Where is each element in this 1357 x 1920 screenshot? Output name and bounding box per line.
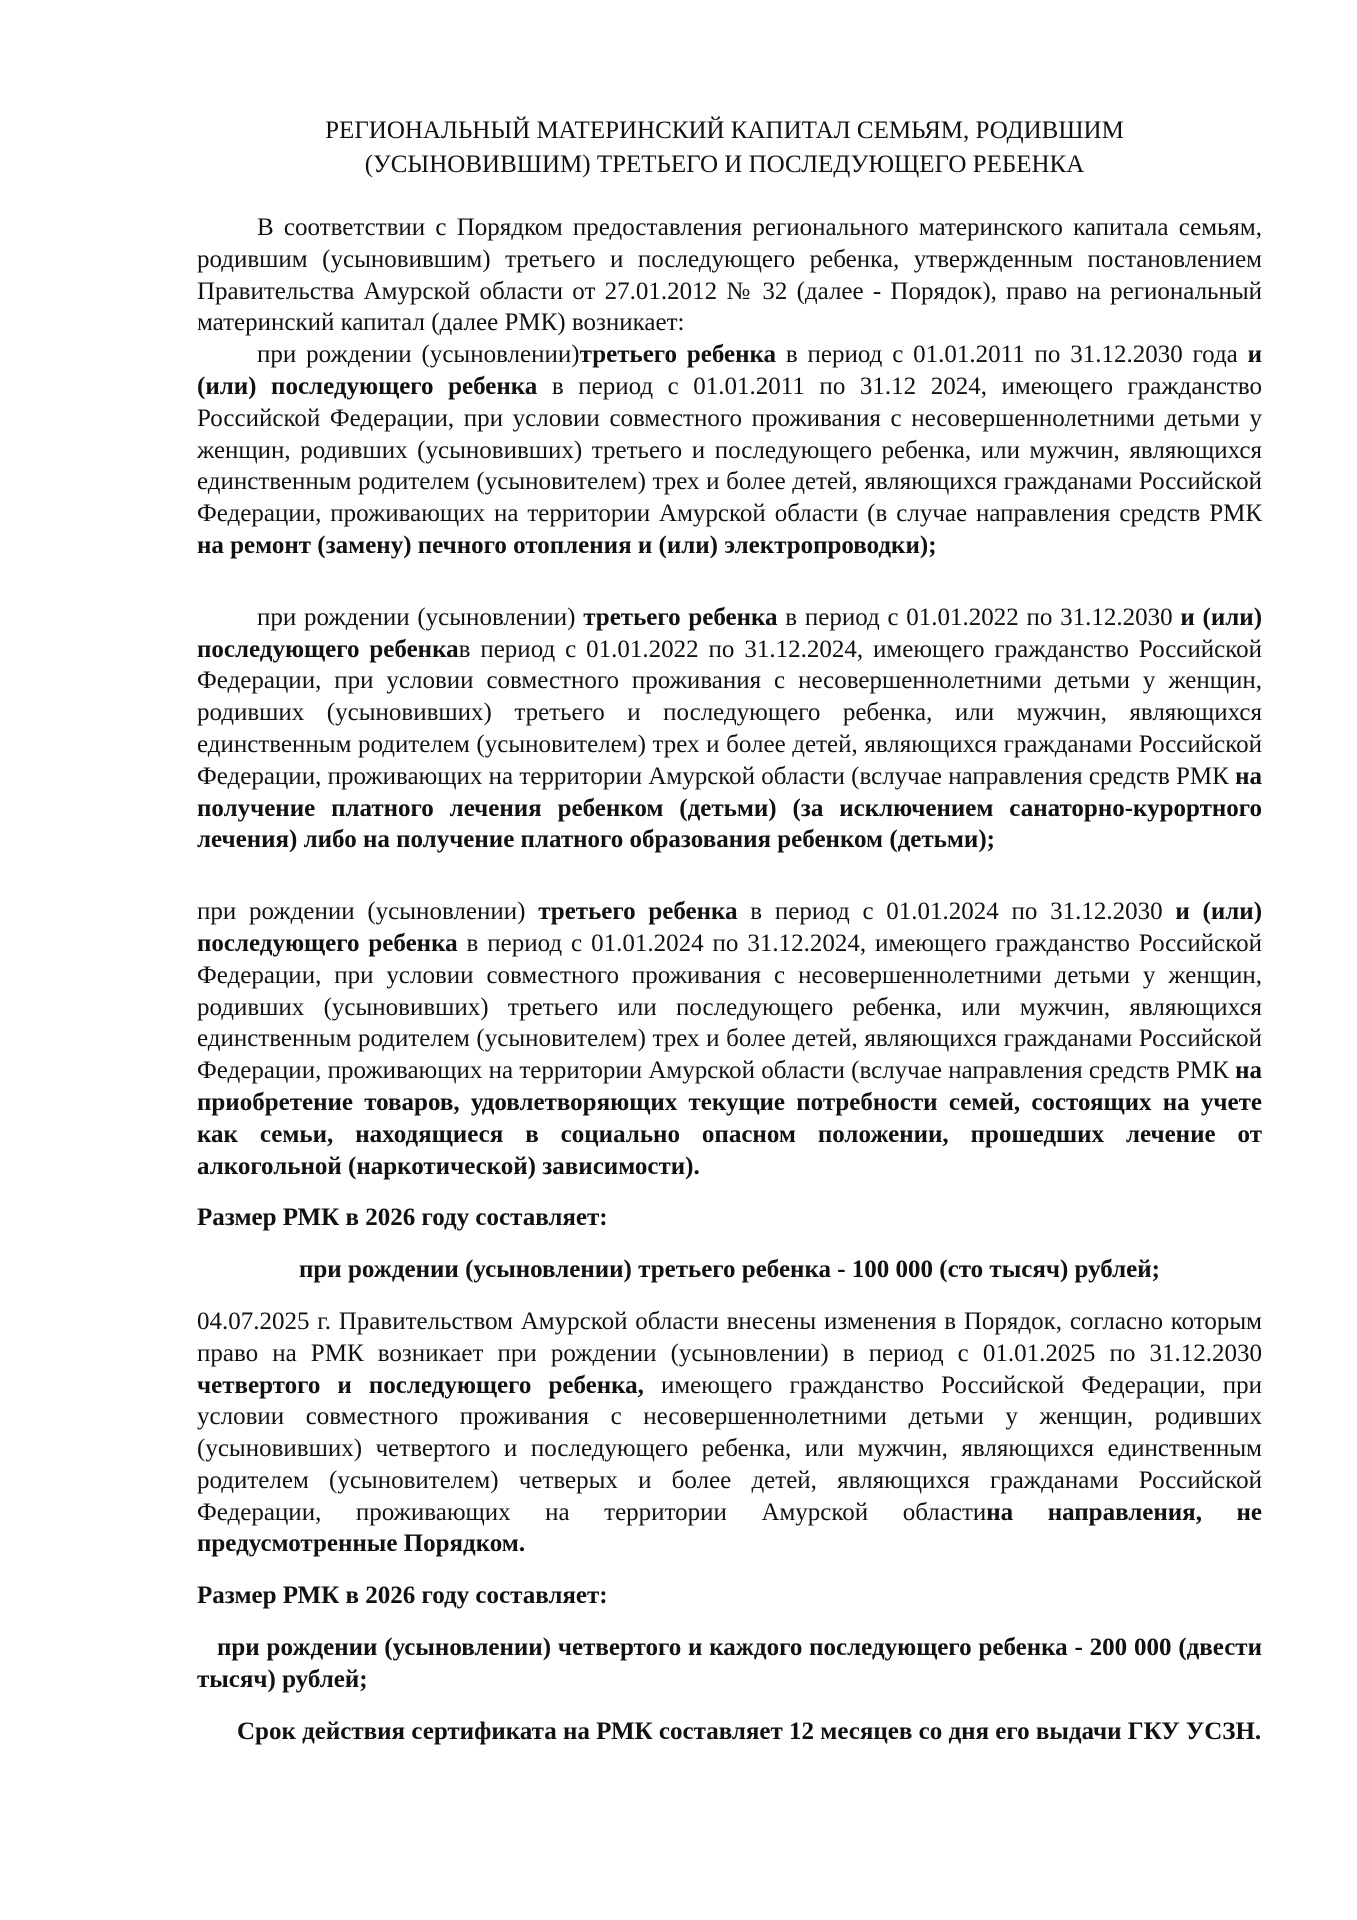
clause-3-bold-3: на приобретение товаров, удовлетворяющих текущие потребности семей, состоящих на учете как семьи, находящиеся в социально опасном положении, прошедших лечение от алкогольной (наркотической) зависимости). [197, 1057, 1262, 1180]
amendment-paragraph [197, 1306, 1262, 1560]
clause-2-bold-1: третьего ребенка [583, 603, 778, 631]
clause-1-paragraph [197, 339, 1262, 562]
clause-3-bold-1: третьего ребенка [538, 898, 738, 926]
clause-1-text-1: при рождении (усыновлении) [257, 341, 580, 369]
clause-3-paragraph [197, 896, 1262, 1182]
clause-2-text-3: в период с 01.01.2022 по 31.12.2024, имеющего гражданство Российской Федерации, при условии совместного проживания с несовершеннолетними детьми у женщин, родивших (усыновивших) третьего и последующего ребенка, или мужчин, являющихся единственным родителем (усыновителем) трех и более детей, являющихся гражданами Российской Федерации, проживающих на территории Амурской области (вслучае направления средств РМК [197, 635, 1262, 790]
clause-1-text-3: в период с 01.01.2011 по 31.12 2024, имеющего гражданство Российской Федерации, при условии совместного проживания с несовершеннолетними детьми у женщин, родивших (усыновивших) третьего и последующего ребенка, или мужчин, являющихся единственным родителем (усыновителем) трех и более детей, являющихся гражданами Российской Федерации, проживающих на территории Амурской области (в случае направления средств РМК [197, 372, 1262, 528]
size-fourth-child: при рождении (усыновлении) четвертого и каждого последующего ребенка - 200 000 (двести тысяч) рублей; [197, 1634, 1262, 1693]
title-line-2: (УСЫНОВИВШИМ) ТРЕТЬЕГО И ПОСЛЕДУЮЩЕГО РЕБЕНКА [364, 151, 1085, 178]
title-line-1: РЕГИОНАЛЬНЫЙ МАТЕРИНСКИЙ КАПИТАЛ СЕМЬЯМ, РОДИВШИМ [325, 117, 1124, 144]
size-heading-2: Размер РМК в 2026 году составляет: [197, 1582, 608, 1610]
clause-2-text-1: при рождении (усыновлении) [257, 603, 584, 631]
amendment-text-2: имеющего гражданство Российской Федерации, при условии совместного проживания с несовершеннолетними детьми у женщин, родивших (усыновивших) четвертого и последующего ребенка, или мужчин, являющихся единственным родителем (усыновителем) четверых и более детей, являющихся гражданами Российской Федерации, проживающих на территории Амурской области [197, 1371, 1263, 1526]
intro-paragraph: В соответствии с Порядком предоставления регионального материнского капитала семьям, родившим (усыновившим) третьего и последующего ребенка, утвержденным постановлением Правительства Амурской области от 27.01.2012 № 32 (далее - Порядок), право на региональный материнский капитал (далее РМК) возникает: [197, 214, 1262, 337]
clause-2-bold-2: и (или) последующего ребенка [197, 603, 1263, 663]
size-heading-1: Размер РМК в 2026 году составляет: [197, 1204, 608, 1232]
document-title [187, 114, 1262, 182]
clause-1-bold-1: третьего ребенка [579, 341, 777, 369]
clause-2-text-2: в период с 01.01.2022 по 31.12.2030 [777, 603, 1181, 631]
clause-2-bold-3: на получение платного лечения ребенком (детьми) (за исключением санаторно-курортного лечения) либо на получение платного образования ребенком (детьми); [197, 762, 1262, 854]
amendment-text-1: 04.07.2025 г. Правительством Амурской области внесены изменения в Порядок, согласно которым право на РМК возникает при рождении (усыновлении) в период с 01.01.2025 по 31.12.2030 [197, 1307, 1262, 1367]
clause-1-text-2: в период с 01.01.2011 по 31.12.2030 года [776, 341, 1248, 369]
validity-paragraph: Срок действия сертификата на РМК составляет 12 месяцев со дня его выдачи ГКУ УСЗН. [237, 1717, 1262, 1745]
clause-3-text-1: при рождении (усыновлении) [197, 898, 539, 926]
size-third-child: при рождении (усыновлении) третьего ребенка - 100 000 (сто тысяч) рублей; [299, 1256, 1160, 1284]
amendment-bold-1: четвертого и последующего ребенка, [197, 1371, 644, 1399]
amendment-bold-2: на направления, не предусмотренные Порядком. [197, 1498, 1262, 1558]
clause-2-paragraph [197, 602, 1262, 856]
clause-1-bold-2: и (или) последующего ребенка [197, 341, 1263, 400]
clause-1-bold-3: на ремонт (замену) печного отопления и (или) электропроводки); [197, 531, 937, 559]
clause-3-text-3: в период с 01.01.2024 по 31.12.2024, имеющего гражданство Российской Федерации, при условии совместного проживания с несовершеннолетними детьми у женщин, родивших (усыновивших) третьего или последующего ребенка, или мужчин, являющихся единственным родителем (усыновителем) трех и более детей, являющихся гражданами Российской Федерации, проживающих на территории Амурской области (вслучае направления средств РМК [197, 929, 1262, 1085]
clause-3-text-2: в период с 01.01.2024 по 31.12.2030 [737, 898, 1176, 926]
clause-3-bold-2: и (или) последующего ребенка [197, 898, 1263, 957]
